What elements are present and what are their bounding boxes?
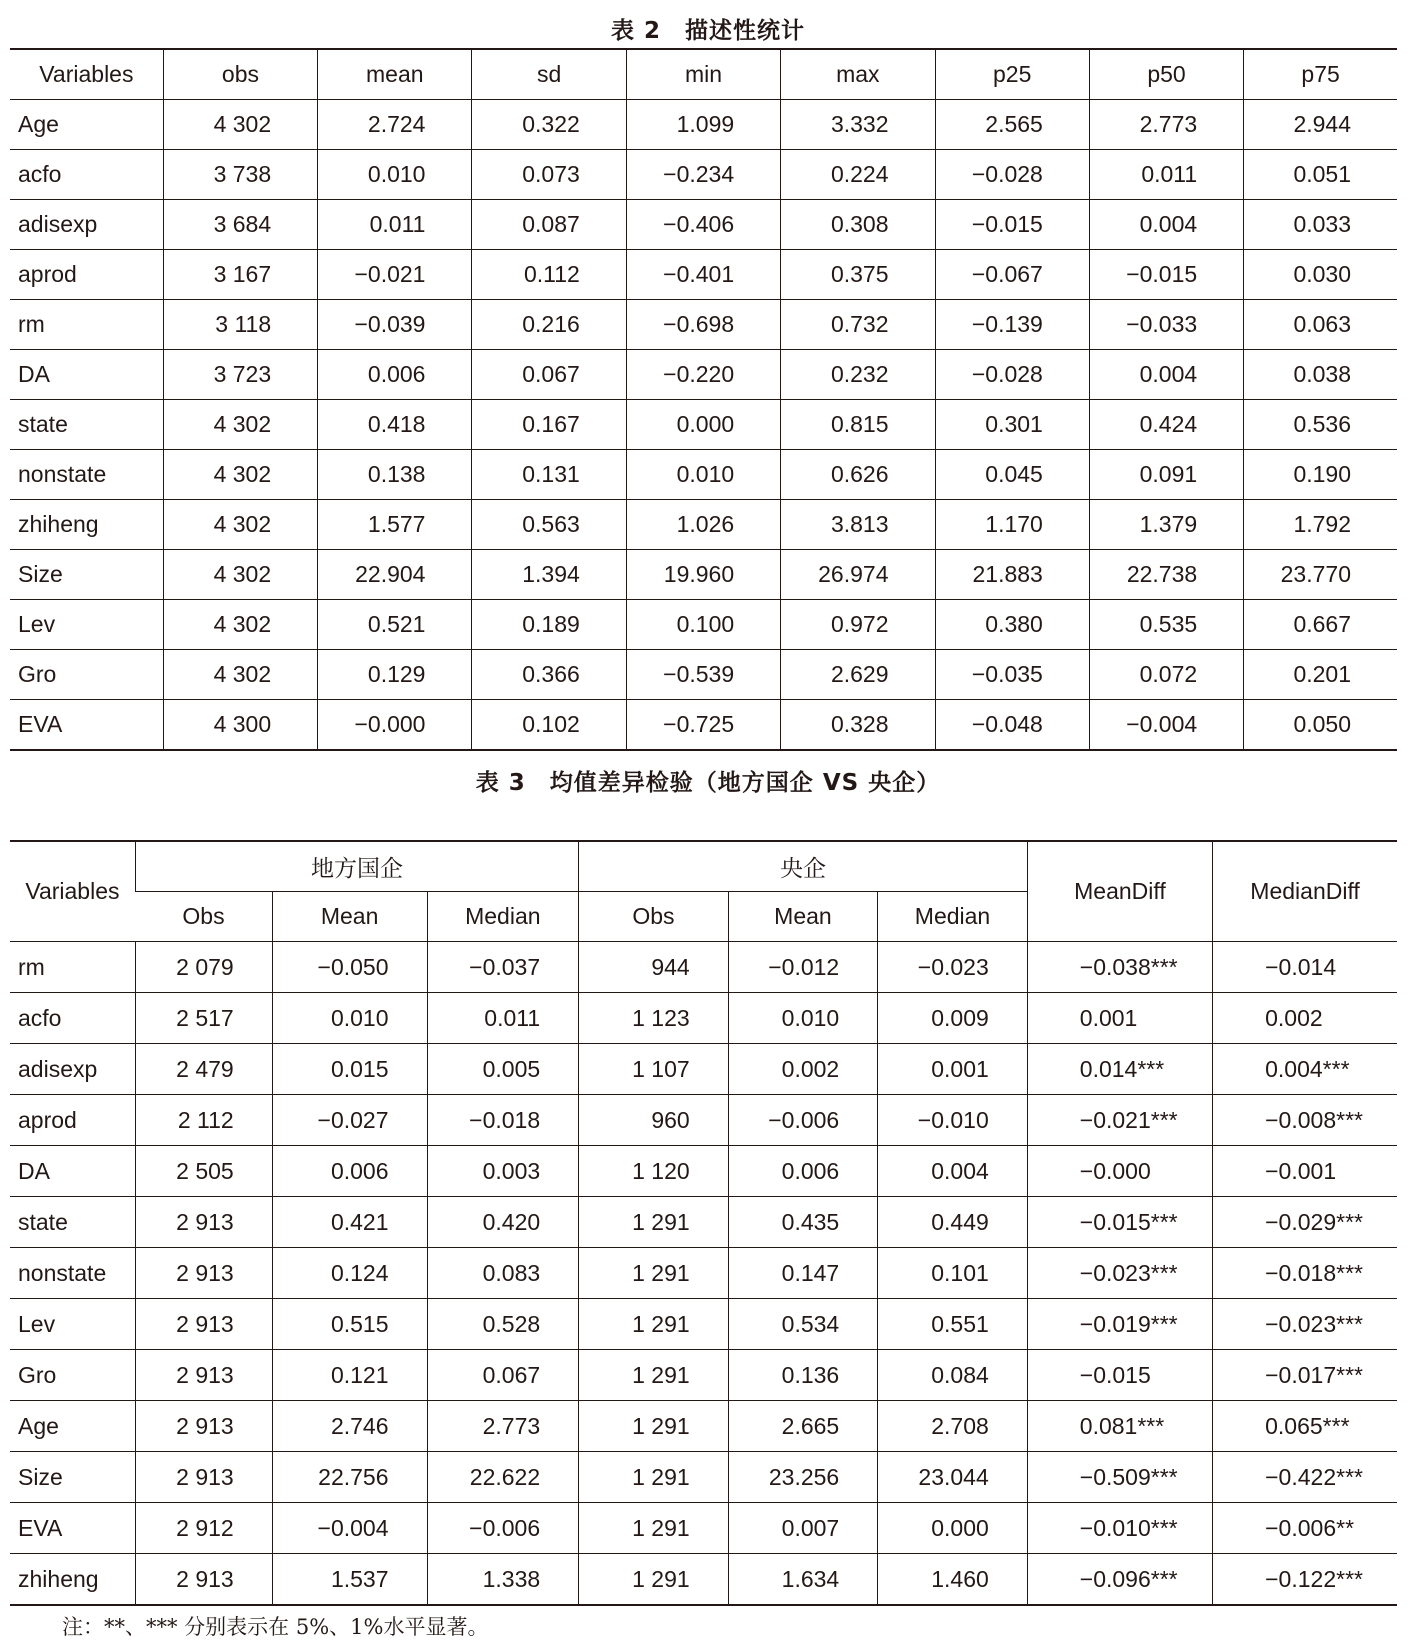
table3-subcolumn-header: Obs — [579, 892, 729, 942]
variable-name-cell: adisexp — [10, 1044, 135, 1095]
table-row — [10, 200, 1397, 250]
table-cell: 0.000 — [626, 400, 780, 450]
table-cell: 0.030 — [1244, 250, 1397, 300]
table3-header-local-soe: 地方国企 — [135, 841, 578, 892]
table-cell: 1 107 — [579, 1044, 729, 1095]
table-cell: 2.746 — [272, 1401, 427, 1452]
table-cell: 22.756 — [272, 1452, 427, 1503]
table-cell: 0.004 — [1089, 200, 1243, 250]
table-cell: 0.449 — [878, 1197, 1028, 1248]
table-cell: −0.139 — [935, 300, 1089, 350]
table-row — [10, 300, 1397, 350]
table-cell: −0.018*** — [1213, 1248, 1397, 1299]
table-row — [10, 500, 1397, 550]
variable-name-cell: state — [10, 1197, 135, 1248]
variable-name-cell: adisexp — [10, 200, 163, 250]
table-row — [10, 1197, 1397, 1248]
table-cell: 0.534 — [728, 1299, 878, 1350]
table2-column-header: mean — [318, 49, 472, 100]
table-cell: 0.129 — [318, 650, 472, 700]
table-cell: 3 738 — [163, 150, 317, 200]
variable-name-cell: state — [10, 400, 163, 450]
table-cell: −0.023 — [878, 942, 1028, 993]
table-cell: 2 913 — [135, 1401, 272, 1452]
table-cell: −0.122*** — [1213, 1554, 1397, 1606]
table-cell: 1 291 — [579, 1401, 729, 1452]
table-cell: 4 300 — [163, 700, 317, 751]
table-cell: 1.460 — [878, 1554, 1028, 1606]
table-cell: 1.026 — [626, 500, 780, 550]
table-cell: −0.006 — [427, 1503, 579, 1554]
table-cell: 0.038 — [1244, 350, 1397, 400]
table-cell: 1 291 — [579, 1299, 729, 1350]
table-cell: 2 913 — [135, 1350, 272, 1401]
table-cell: −0.008*** — [1213, 1095, 1397, 1146]
table-cell: −0.033 — [1089, 300, 1243, 350]
table-cell: 2.773 — [427, 1401, 579, 1452]
table-cell: −0.023*** — [1027, 1248, 1212, 1299]
table-cell: 0.010 — [626, 450, 780, 500]
table3-header-median-diff: MedianDiff — [1213, 841, 1397, 942]
table-cell: 0.815 — [781, 400, 935, 450]
variable-name-cell: acfo — [10, 993, 135, 1044]
table-cell: −0.010*** — [1027, 1503, 1212, 1554]
table-cell: 0.189 — [472, 600, 626, 650]
variable-name-cell: zhiheng — [10, 1554, 135, 1606]
table-cell: 0.004 — [878, 1146, 1028, 1197]
table-cell: 4 302 — [163, 400, 317, 450]
table-cell: 3.332 — [781, 100, 935, 150]
table-cell: 21.883 — [935, 550, 1089, 600]
table-cell: 0.190 — [1244, 450, 1397, 500]
table-cell: 0.521 — [318, 600, 472, 650]
table-row — [10, 450, 1397, 500]
table-cell: 1.577 — [318, 500, 472, 550]
table-cell: 1.792 — [1244, 500, 1397, 550]
table-cell: −0.004 — [272, 1503, 427, 1554]
variable-name-cell: EVA — [10, 1503, 135, 1554]
table-cell: 2 079 — [135, 942, 272, 993]
table-cell: −0.234 — [626, 150, 780, 200]
table-row — [10, 150, 1397, 200]
table-cell: −0.023*** — [1213, 1299, 1397, 1350]
table-cell: 0.366 — [472, 650, 626, 700]
table-cell: 0.050 — [1244, 700, 1397, 751]
table-cell: 0.380 — [935, 600, 1089, 650]
table-cell: 0.563 — [472, 500, 626, 550]
table-cell: 0.308 — [781, 200, 935, 250]
table-cell: 2 913 — [135, 1554, 272, 1606]
table-cell: 4 302 — [163, 600, 317, 650]
table-cell: −0.015 — [935, 200, 1089, 250]
table-cell: 4 302 — [163, 650, 317, 700]
table-cell: 0.067 — [472, 350, 626, 400]
table3-body — [10, 942, 1397, 1606]
table-row — [10, 1350, 1397, 1401]
table-cell: −0.004 — [1089, 700, 1243, 751]
table-cell: −0.001 — [1213, 1146, 1397, 1197]
table-cell: −0.015*** — [1027, 1197, 1212, 1248]
table-cell: −0.048 — [935, 700, 1089, 751]
table-note: 注：**、*** 分别表示在 5%、1%水平显著。 — [62, 1615, 489, 1639]
table-cell: −0.028 — [935, 150, 1089, 200]
table-cell: 0.201 — [1244, 650, 1397, 700]
table-cell: 2 913 — [135, 1197, 272, 1248]
table-row — [10, 1554, 1397, 1606]
table2-caption: 表 2 描述性统计 — [610, 18, 805, 44]
table-cell: 0.102 — [472, 700, 626, 751]
variable-name-cell: rm — [10, 300, 163, 350]
table-cell: −0.015 — [1027, 1350, 1212, 1401]
table-cell: 0.322 — [472, 100, 626, 150]
table-cell: 0.421 — [272, 1197, 427, 1248]
table-cell: 0.010 — [272, 993, 427, 1044]
table2-column-header: p50 — [1089, 49, 1243, 100]
table-cell: 1.634 — [728, 1554, 878, 1606]
table-cell: −0.027 — [272, 1095, 427, 1146]
variable-name-cell: aprod — [10, 250, 163, 300]
table-cell: −0.015 — [1089, 250, 1243, 300]
table2-column-header: obs — [163, 49, 317, 100]
table-cell: 944 — [579, 942, 729, 993]
table-cell: −0.029*** — [1213, 1197, 1397, 1248]
table-cell: 0.100 — [626, 600, 780, 650]
table-cell: 0.045 — [935, 450, 1089, 500]
variable-name-cell: Gro — [10, 650, 163, 700]
table-cell: 2 505 — [135, 1146, 272, 1197]
table-cell: 0.112 — [472, 250, 626, 300]
table-cell: 3 118 — [163, 300, 317, 350]
table-row — [10, 550, 1397, 600]
table-row — [10, 1248, 1397, 1299]
table-cell: 22.738 — [1089, 550, 1243, 600]
variable-name-cell: acfo — [10, 150, 163, 200]
table-cell: 0.010 — [318, 150, 472, 200]
variable-name-cell: Age — [10, 100, 163, 150]
table-cell: 1 291 — [579, 1350, 729, 1401]
table-cell: 0.138 — [318, 450, 472, 500]
table-cell: 1 291 — [579, 1248, 729, 1299]
variable-name-cell: aprod — [10, 1095, 135, 1146]
table-cell: 0.006 — [318, 350, 472, 400]
table-cell: 0.002 — [728, 1044, 878, 1095]
table-cell: −0.028 — [935, 350, 1089, 400]
table-cell: 0.014*** — [1027, 1044, 1212, 1095]
table-cell: 0.124 — [272, 1248, 427, 1299]
table-cell: 2 479 — [135, 1044, 272, 1095]
table-cell: −0.039 — [318, 300, 472, 350]
table-cell: 0.067 — [427, 1350, 579, 1401]
table-cell: 0.424 — [1089, 400, 1243, 450]
table-cell: 0.011 — [1089, 150, 1243, 200]
table-cell: 1.338 — [427, 1554, 579, 1606]
table-row — [10, 700, 1397, 751]
table-cell: −0.021 — [318, 250, 472, 300]
table3-subcolumn-header: Mean — [272, 892, 427, 942]
table-cell: 26.974 — [781, 550, 935, 600]
table-cell: 0.375 — [781, 250, 935, 300]
table-cell: −0.220 — [626, 350, 780, 400]
table-cell: 0.418 — [318, 400, 472, 450]
table-row — [10, 1095, 1397, 1146]
table-cell: −0.000 — [318, 700, 472, 751]
variable-name-cell: nonstate — [10, 1248, 135, 1299]
table-cell: 4 302 — [163, 100, 317, 150]
table3-subcolumn-header: Median — [427, 892, 579, 942]
table2-header — [10, 49, 1397, 100]
table-cell: −0.406 — [626, 200, 780, 250]
table-cell: 0.536 — [1244, 400, 1397, 450]
table-cell: 22.904 — [318, 550, 472, 600]
variable-name-cell: DA — [10, 1146, 135, 1197]
table3-header-variables: Variables — [10, 841, 135, 942]
table-cell: 23.256 — [728, 1452, 878, 1503]
table-row — [10, 350, 1397, 400]
table-cell: −0.725 — [626, 700, 780, 751]
table3-mean-difference-test — [10, 840, 1397, 1606]
table-cell: 1.537 — [272, 1554, 427, 1606]
variable-name-cell: zhiheng — [10, 500, 163, 550]
table-cell: 0.002 — [1213, 993, 1397, 1044]
table2-column-header: max — [781, 49, 935, 100]
table-cell: 1 291 — [579, 1503, 729, 1554]
table-cell: −0.037 — [427, 942, 579, 993]
table-cell: 0.091 — [1089, 450, 1243, 500]
table-row — [10, 1503, 1397, 1554]
table-cell: 0.073 — [472, 150, 626, 200]
table2-descriptive-statistics — [10, 48, 1397, 751]
table-row — [10, 942, 1397, 993]
table-cell: 0.051 — [1244, 150, 1397, 200]
table-cell: −0.698 — [626, 300, 780, 350]
table-cell: 1 120 — [579, 1146, 729, 1197]
table-cell: 0.101 — [878, 1248, 1028, 1299]
table-cell: 0.224 — [781, 150, 935, 200]
table-cell: 0.147 — [728, 1248, 878, 1299]
table-cell: −0.006** — [1213, 1503, 1397, 1554]
variable-name-cell: Size — [10, 1452, 135, 1503]
table-cell: 0.006 — [272, 1146, 427, 1197]
table-cell: −0.038*** — [1027, 942, 1212, 993]
table-cell: 0.011 — [427, 993, 579, 1044]
table-cell: −0.509*** — [1027, 1452, 1212, 1503]
table-cell: 2.944 — [1244, 100, 1397, 150]
table-cell: 0.072 — [1089, 650, 1243, 700]
table3-header-central-soe: 央企 — [579, 841, 1028, 892]
table-cell: 0.626 — [781, 450, 935, 500]
table-row — [10, 1401, 1397, 1452]
table-cell: 0.005 — [427, 1044, 579, 1095]
variable-name-cell: rm — [10, 942, 135, 993]
table-cell: 0.420 — [427, 1197, 579, 1248]
table-cell: 2 517 — [135, 993, 272, 1044]
table-cell: 0.001 — [1027, 993, 1212, 1044]
table-cell: −0.018 — [427, 1095, 579, 1146]
table-row — [10, 1452, 1397, 1503]
variable-name-cell: Age — [10, 1401, 135, 1452]
table-cell: 0.136 — [728, 1350, 878, 1401]
table-cell: 0.328 — [781, 700, 935, 751]
table-cell: 960 — [579, 1095, 729, 1146]
table-cell: 0.167 — [472, 400, 626, 450]
table-cell: 0.004 — [1089, 350, 1243, 400]
table-cell: 0.216 — [472, 300, 626, 350]
table-cell: 0.301 — [935, 400, 1089, 450]
table-cell: 0.033 — [1244, 200, 1397, 250]
table2-body — [10, 100, 1397, 751]
table-cell: 22.622 — [427, 1452, 579, 1503]
table-cell: −0.096*** — [1027, 1554, 1212, 1606]
table-cell: 1 291 — [579, 1452, 729, 1503]
table-cell: 2 912 — [135, 1503, 272, 1554]
table-cell: −0.021*** — [1027, 1095, 1212, 1146]
variable-name-cell: Lev — [10, 600, 163, 650]
table3-header — [10, 841, 1397, 942]
table-cell: 2 913 — [135, 1248, 272, 1299]
table-cell: −0.014 — [1213, 942, 1397, 993]
table-cell: 0.006 — [728, 1146, 878, 1197]
table2-column-header: min — [626, 49, 780, 100]
table-row — [10, 1044, 1397, 1095]
table-cell: 3.813 — [781, 500, 935, 550]
variable-name-cell: Gro — [10, 1350, 135, 1401]
table-cell: −0.539 — [626, 650, 780, 700]
table-cell: 3 684 — [163, 200, 317, 250]
table-cell: −0.050 — [272, 942, 427, 993]
table-cell: 0.551 — [878, 1299, 1028, 1350]
table-cell: 0.435 — [728, 1197, 878, 1248]
table-cell: −0.422*** — [1213, 1452, 1397, 1503]
table-cell: 0.131 — [472, 450, 626, 500]
table-cell: 0.972 — [781, 600, 935, 650]
table-row — [10, 100, 1397, 150]
table-cell: 0.011 — [318, 200, 472, 250]
table-row — [10, 650, 1397, 700]
table2-header-row — [10, 49, 1397, 100]
table-cell: 23.044 — [878, 1452, 1028, 1503]
table-cell: −0.035 — [935, 650, 1089, 700]
table-cell: 2.708 — [878, 1401, 1028, 1452]
table-row — [10, 1146, 1397, 1197]
table-cell: 0.087 — [472, 200, 626, 250]
table-cell: 0.010 — [728, 993, 878, 1044]
variable-name-cell: nonstate — [10, 450, 163, 500]
table-row — [10, 993, 1397, 1044]
table-cell: 0.528 — [427, 1299, 579, 1350]
table-cell: 1 291 — [579, 1554, 729, 1606]
table-cell: 0.084 — [878, 1350, 1028, 1401]
table-cell: 0.515 — [272, 1299, 427, 1350]
table2-column-header: Variables — [10, 49, 163, 100]
table-cell: 0.003 — [427, 1146, 579, 1197]
variable-name-cell: Lev — [10, 1299, 135, 1350]
table-cell: 0.000 — [878, 1503, 1028, 1554]
table2-column-header: sd — [472, 49, 626, 100]
table-cell: −0.010 — [878, 1095, 1028, 1146]
table-cell: 2.629 — [781, 650, 935, 700]
table-cell: 4 302 — [163, 450, 317, 500]
table-cell: 23.770 — [1244, 550, 1397, 600]
table-cell: 1 123 — [579, 993, 729, 1044]
table-row — [10, 1299, 1397, 1350]
table-cell: −0.019*** — [1027, 1299, 1212, 1350]
table-cell: 0.009 — [878, 993, 1028, 1044]
table-cell: 3 167 — [163, 250, 317, 300]
table-row — [10, 250, 1397, 300]
table3-subcolumn-header: Obs — [135, 892, 272, 942]
table-cell: 3 723 — [163, 350, 317, 400]
table3-header-mean-diff: MeanDiff — [1027, 841, 1212, 942]
table-cell: 2 913 — [135, 1452, 272, 1503]
table-cell: −0.401 — [626, 250, 780, 300]
table2-column-header: p25 — [935, 49, 1089, 100]
table3-subcolumn-header: Median — [878, 892, 1028, 942]
table3-header-row-1 — [10, 841, 1397, 892]
table-cell: −0.000 — [1027, 1146, 1212, 1197]
table-cell: 0.081*** — [1027, 1401, 1212, 1452]
table-cell: −0.012 — [728, 942, 878, 993]
table-cell: 0.015 — [272, 1044, 427, 1095]
table-cell: 0.121 — [272, 1350, 427, 1401]
table-cell: −0.017*** — [1213, 1350, 1397, 1401]
variable-name-cell: Size — [10, 550, 163, 600]
table-cell: 0.232 — [781, 350, 935, 400]
table-cell: 0.001 — [878, 1044, 1028, 1095]
table2-column-header: p75 — [1244, 49, 1397, 100]
table-cell: 19.960 — [626, 550, 780, 600]
table-cell: 0.732 — [781, 300, 935, 350]
table-cell: 0.535 — [1089, 600, 1243, 650]
table3-subcolumn-header: Mean — [728, 892, 878, 942]
table-cell: 1.394 — [472, 550, 626, 600]
table-cell: 1.099 — [626, 100, 780, 150]
table-cell: 2.724 — [318, 100, 472, 150]
table-cell: 0.083 — [427, 1248, 579, 1299]
table-cell: 4 302 — [163, 500, 317, 550]
table3-caption: 表 3 均值差异检验（地方国企 VS 央企） — [475, 770, 941, 796]
table-cell: 0.004*** — [1213, 1044, 1397, 1095]
table-cell: 2.665 — [728, 1401, 878, 1452]
table-cell: 2.565 — [935, 100, 1089, 150]
table-cell: 1 291 — [579, 1197, 729, 1248]
table-cell: 0.065*** — [1213, 1401, 1397, 1452]
table-cell: −0.006 — [728, 1095, 878, 1146]
table-cell: 0.007 — [728, 1503, 878, 1554]
table-cell: 2.773 — [1089, 100, 1243, 150]
table-row — [10, 600, 1397, 650]
table-cell: 1.170 — [935, 500, 1089, 550]
table-cell: 4 302 — [163, 550, 317, 600]
table-cell: 2 913 — [135, 1299, 272, 1350]
variable-name-cell: EVA — [10, 700, 163, 751]
table-cell: 0.667 — [1244, 600, 1397, 650]
table-cell: 2 112 — [135, 1095, 272, 1146]
table-cell: −0.067 — [935, 250, 1089, 300]
table-row — [10, 400, 1397, 450]
variable-name-cell: DA — [10, 350, 163, 400]
table-cell: 0.063 — [1244, 300, 1397, 350]
table-cell: 1.379 — [1089, 500, 1243, 550]
